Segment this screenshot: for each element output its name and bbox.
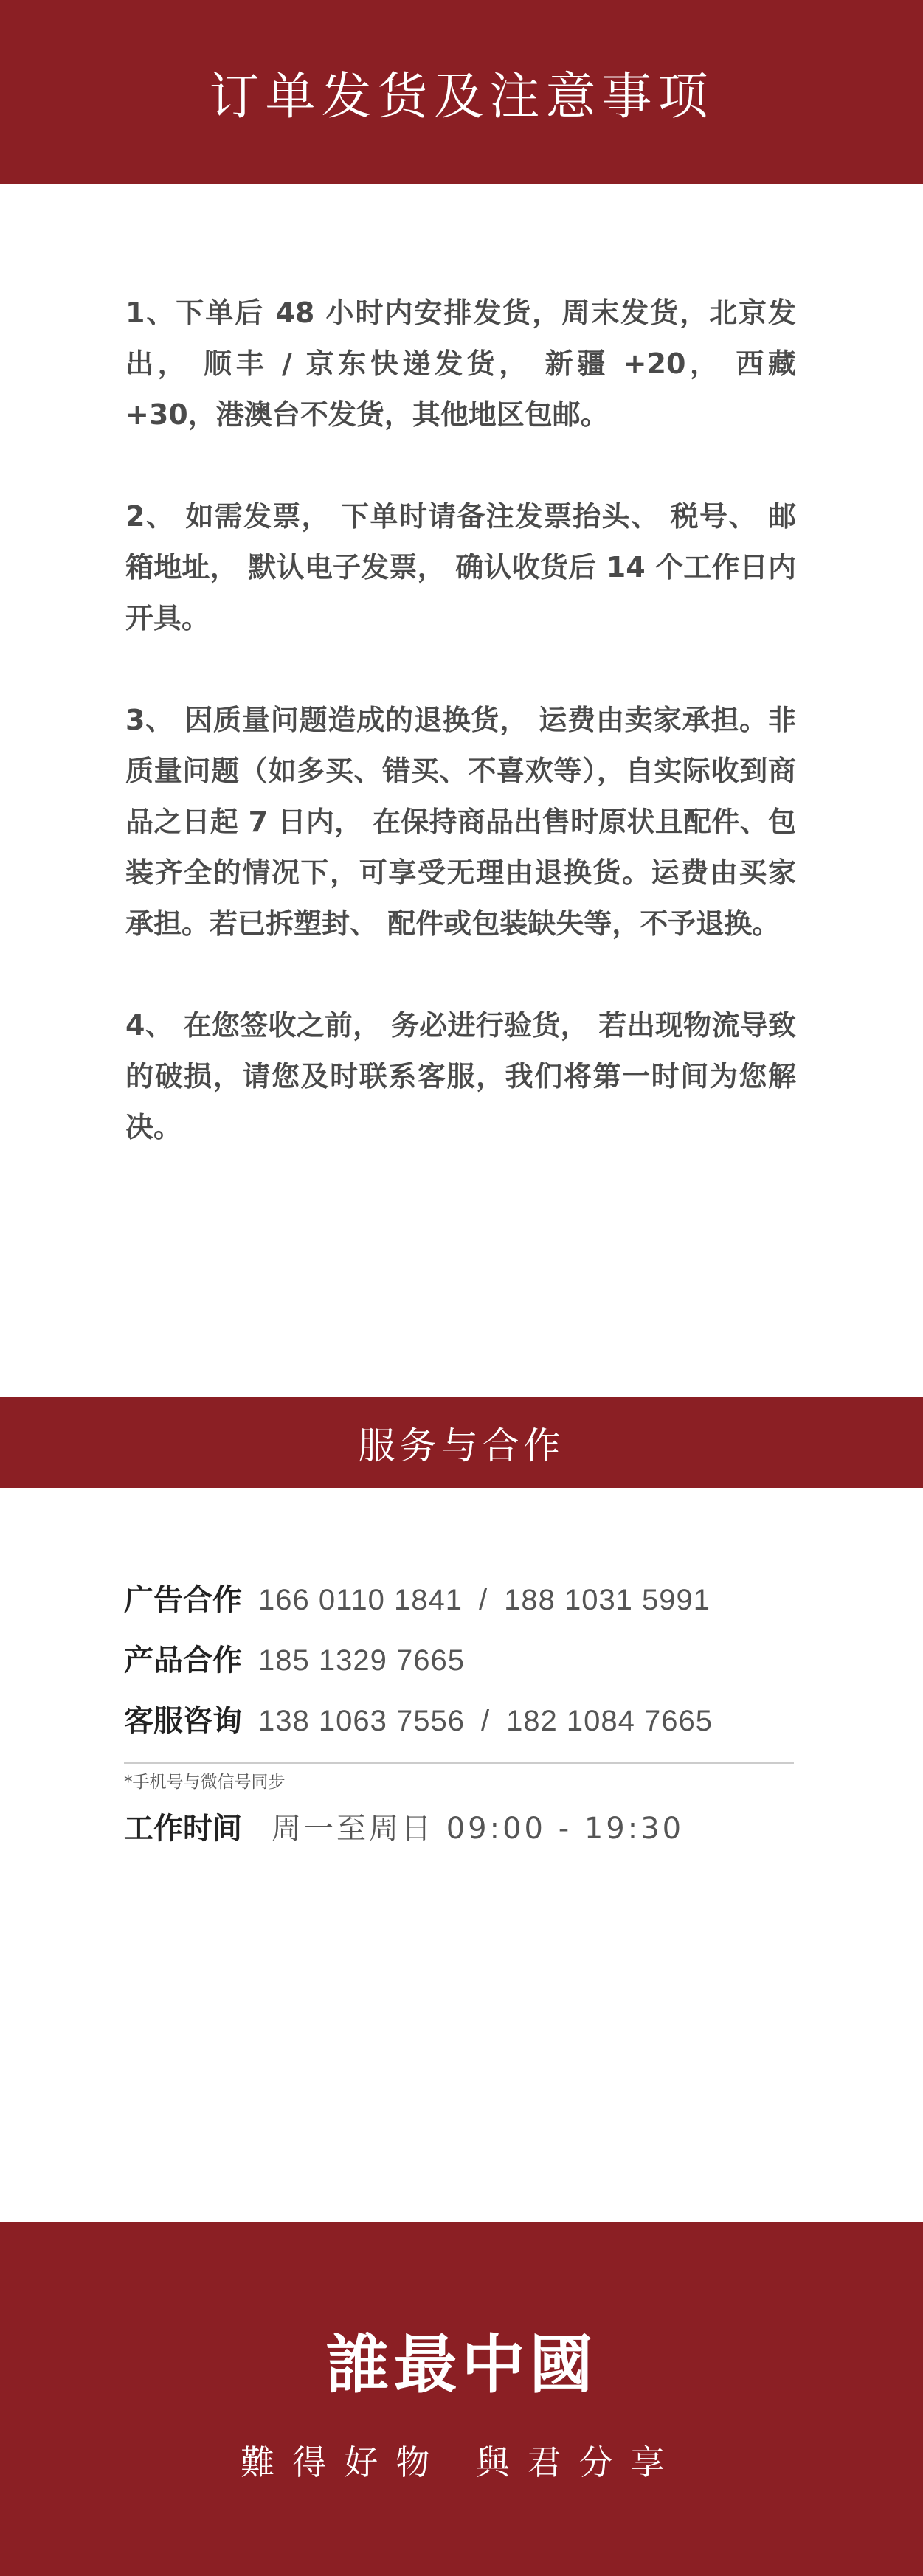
phone-number: 185 1329 7665 <box>258 1644 465 1677</box>
note-shipping: 1、下单后 48 小时内安排发货，周末发货，北京发出， 顺丰 / 京东快递发货， 新疆 +20， 西藏 +30，港澳台不发货，其他地区包邮。 <box>125 297 796 431</box>
wechat-footnote: *手机号与微信号同步 <box>124 1773 286 1792</box>
service-title: 服务与合作 <box>358 1424 565 1467</box>
header-banner <box>0 0 923 184</box>
contact-row-ads <box>124 1576 923 1637</box>
phone-number: 188 1031 5991 <box>504 1584 711 1616</box>
contact-label: 产品合作 <box>124 1644 242 1677</box>
divider <box>124 1762 794 1764</box>
phone-number: 166 0110 1841 <box>258 1584 463 1616</box>
contact-label: 广告合作 <box>124 1583 242 1617</box>
contact-section <box>0 1488 923 2222</box>
note-returns: 3、 因质量问题造成的退换货， 运费由卖家承担。非质量问题（如多买、错买、不喜欢等），自实际收到商品之日起 7 日内， 在保持商品出售时原状且配件、包装齐全的情况下，可享受无理由退换货。运费由买家承担。若已拆塑封、 配件或包装缺失等，不予退换。 <box>125 704 796 940</box>
phone-number: 138 1063 7556 <box>258 1705 465 1737</box>
hours-label: 工作时间 <box>124 1812 242 1846</box>
contact-label: 客服咨询 <box>124 1704 242 1738</box>
phone-number: 182 1084 7665 <box>506 1705 713 1737</box>
footer-banner <box>0 2222 923 2576</box>
service-banner <box>0 1397 923 1488</box>
brand-slogan: 難得好物 與君分享 <box>241 2442 682 2482</box>
contact-row-support <box>124 1697 923 1758</box>
phone-separator: / <box>480 1705 491 1737</box>
contact-row-product <box>124 1637 923 1697</box>
brand-logo-text: 誰最中國 <box>325 2327 598 2402</box>
hours-value: 周一至周日 09:00 - 19:30 <box>272 1812 685 1846</box>
note-invoice: 2、 如需发票， 下单时请备注发票抬头、 税号、 邮箱地址， 默认电子发票， 确认收货后 14 个工作日内开具。 <box>125 500 796 634</box>
page-title: 订单发货及注意事项 <box>209 67 714 126</box>
working-hours <box>124 1805 684 1847</box>
shipping-notes <box>0 184 923 1397</box>
phone-separator: / <box>478 1584 488 1616</box>
note-inspection: 4、 在您签收之前， 务必进行验货， 若出现物流导致的破损，请您及时联系客服，我们将第一时间为您解决。 <box>125 1009 796 1143</box>
